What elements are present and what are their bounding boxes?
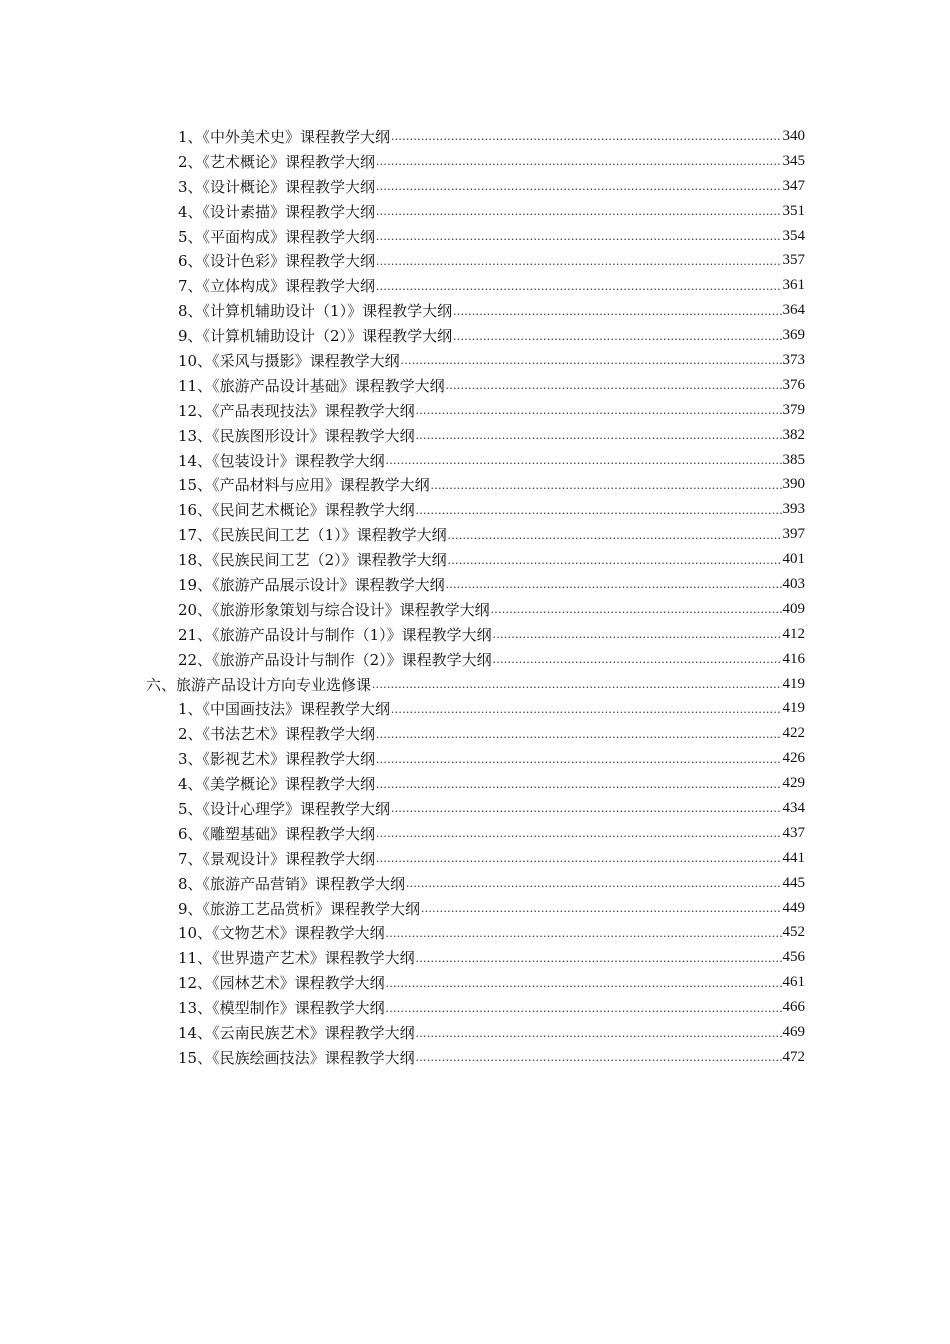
toc-entry-title: 4、《设计素描》课程教学大纲	[178, 202, 376, 221]
dot-leader	[376, 153, 781, 169]
toc-entry-title: 11、《旅游产品设计基础》课程教学大纲	[178, 376, 445, 395]
toc-page-number: 393	[782, 501, 805, 518]
toc-page-number: 472	[782, 1048, 805, 1065]
toc-page-number: 434	[782, 799, 805, 816]
dot-leader	[421, 900, 781, 916]
toc-page-number: 390	[782, 476, 805, 493]
toc-entry[interactable]	[0, 472, 950, 497]
dot-leader	[493, 626, 782, 642]
toc-entry-title: 16、《民间艺术概论》课程教学大纲	[178, 501, 415, 520]
toc-entry-title: 13、《模型制作》课程教学大纲	[178, 999, 385, 1018]
toc-entry[interactable]	[0, 921, 950, 946]
toc-page-number: 357	[782, 252, 805, 269]
toc-entry-title: 12、《产品表现技法》课程教学大纲	[178, 401, 415, 420]
toc-page-number: 429	[782, 775, 805, 792]
dot-leader	[376, 203, 781, 219]
toc-entry[interactable]	[0, 448, 950, 473]
dot-leader	[431, 477, 782, 493]
toc-entry-title: 1、《中国画技法》课程教学大纲	[178, 700, 391, 719]
dot-leader	[376, 751, 781, 767]
toc-entry[interactable]	[0, 846, 950, 871]
toc-page-number: 437	[782, 824, 805, 841]
dot-leader	[416, 1025, 782, 1041]
toc-page-number: 469	[782, 1024, 805, 1040]
toc-entry[interactable]	[0, 248, 950, 273]
dot-leader	[416, 1049, 782, 1065]
toc-page-number: 382	[782, 426, 805, 443]
dot-leader	[386, 1000, 782, 1016]
toc-page-number: 419	[782, 700, 805, 717]
dot-leader	[391, 128, 781, 144]
toc-page-number: 441	[782, 849, 805, 866]
toc-entry[interactable]	[0, 896, 950, 921]
dot-leader	[406, 875, 781, 891]
toc-entry[interactable]	[0, 821, 950, 846]
toc-entry[interactable]	[0, 597, 950, 622]
toc-entry[interactable]	[0, 746, 950, 771]
toc-entry-title: 9、《计算机辅助设计（2）》课程教学大纲	[178, 327, 453, 346]
toc-page-number: 466	[782, 999, 805, 1016]
dot-leader	[376, 825, 781, 841]
toc-entry[interactable]	[0, 572, 950, 597]
toc-entry[interactable]	[0, 174, 950, 199]
toc-entry[interactable]	[0, 348, 950, 373]
dot-leader	[491, 601, 782, 617]
toc-page-number: 347	[782, 177, 805, 194]
toc-entry[interactable]	[0, 721, 950, 746]
toc-entry-title: 14、《云南民族艺术》课程教学大纲	[178, 1024, 415, 1042]
toc-entry-title: 7、《立体构成》课程教学大纲	[178, 277, 376, 296]
toc-entry-title: 19、《旅游产品展示设计》课程教学大纲	[178, 575, 445, 594]
toc-entry[interactable]	[0, 945, 950, 970]
toc-entry-title: 17、《民族民间工艺（1）》课程教学大纲	[178, 526, 447, 545]
dot-leader	[376, 850, 781, 866]
dot-leader	[416, 502, 782, 518]
toc-page-number: 419	[782, 675, 805, 692]
toc-entry[interactable]	[0, 423, 950, 448]
dot-leader	[416, 402, 782, 418]
toc-page-number: 373	[782, 351, 805, 368]
toc-entry-title: 2、《书法艺术》课程教学大纲	[178, 725, 376, 744]
dot-leader	[391, 800, 781, 816]
dot-leader	[453, 303, 781, 319]
toc-section-heading[interactable]	[0, 672, 950, 697]
toc-entry-title: 18、《民族民间工艺（2）》课程教学大纲	[178, 551, 447, 570]
toc-entry-title: 15、《产品材料与应用》课程教学大纲	[178, 476, 430, 495]
toc-page-number: 361	[782, 277, 805, 294]
toc-page-number: 409	[782, 600, 805, 617]
toc-page-number: 376	[782, 376, 805, 393]
toc-entry-title: 8、《旅游产品营销》课程教学大纲	[178, 874, 406, 893]
dot-leader	[493, 651, 782, 667]
table-of-contents	[0, 124, 950, 1070]
toc-page-number: 379	[782, 401, 805, 418]
dot-leader	[372, 676, 781, 692]
toc-entry-title: 22、《旅游产品设计与制作（2）》课程教学大纲	[178, 650, 492, 669]
toc-entry-title: 7、《景观设计》课程教学大纲	[178, 849, 376, 868]
toc-page-number: 385	[782, 451, 805, 468]
toc-entry-title: 6、《设计色彩》课程教学大纲	[178, 252, 376, 271]
toc-entry-title: 1、《中外美术史》课程教学大纲	[178, 127, 391, 146]
toc-page-number: 401	[782, 551, 805, 568]
toc-entry-title: 2、《艺术概论》课程教学大纲	[178, 152, 376, 171]
dot-leader	[386, 975, 782, 991]
toc-entry[interactable]	[0, 522, 950, 547]
toc-entry[interactable]	[0, 796, 950, 821]
toc-entry[interactable]	[0, 647, 950, 672]
toc-entry-title: 3、《设计概论》课程教学大纲	[178, 177, 376, 196]
toc-entry-title: 5、《设计心理学》课程教学大纲	[178, 799, 391, 818]
toc-entry[interactable]	[0, 298, 950, 323]
dot-leader	[376, 278, 781, 294]
toc-page-number: 422	[782, 725, 805, 742]
toc-page-number: 369	[782, 327, 805, 344]
toc-page-number: 416	[782, 650, 805, 667]
toc-page-number: 340	[782, 127, 805, 144]
dot-leader	[448, 552, 782, 568]
toc-entry-title: 6、《雕塑基础》课程教学大纲	[178, 824, 376, 843]
toc-entry[interactable]	[0, 871, 950, 896]
dot-leader	[376, 726, 781, 742]
toc-page-number: 364	[782, 302, 805, 319]
toc-entry[interactable]	[0, 547, 950, 572]
toc-page-number: 403	[782, 575, 805, 592]
toc-page-number: 426	[782, 750, 805, 767]
toc-page-number: 412	[782, 625, 805, 642]
dot-leader	[376, 253, 781, 269]
dot-leader	[448, 527, 782, 543]
toc-entry[interactable]	[0, 622, 950, 647]
toc-entry[interactable]	[0, 323, 950, 348]
toc-entry[interactable]	[0, 497, 950, 522]
toc-entry-title: 20、《旅游形象策划与综合设计》课程教学大纲	[178, 600, 490, 619]
toc-entry-title: 3、《影视艺术》课程教学大纲	[178, 750, 376, 769]
toc-entry[interactable]	[0, 398, 950, 423]
dot-leader	[391, 701, 781, 717]
toc-entry[interactable]	[0, 995, 950, 1020]
dot-leader	[376, 178, 781, 194]
toc-entry-title: 8、《计算机辅助设计（1）》课程教学大纲	[178, 302, 453, 321]
toc-entry[interactable]	[0, 124, 950, 149]
toc-entry[interactable]	[0, 771, 950, 796]
toc-page-number: 456	[782, 949, 805, 966]
toc-entry-title: 14、《包装设计》课程教学大纲	[178, 451, 385, 470]
toc-page-number: 461	[782, 974, 805, 991]
dot-leader	[386, 925, 782, 941]
toc-entry[interactable]	[0, 970, 950, 995]
toc-entry-title: 15、《民族绘画技法》课程教学大纲	[178, 1048, 415, 1067]
toc-entry-title: 21、《旅游产品设计与制作（1）》课程教学大纲	[178, 625, 492, 644]
toc-entry[interactable]	[0, 149, 950, 174]
dot-leader	[386, 452, 782, 468]
toc-page-number: 449	[782, 899, 805, 916]
toc-page-number: 452	[782, 924, 805, 941]
toc-entry[interactable]	[0, 373, 950, 398]
toc-entry-title: 10、《采风与摄影》课程教学大纲	[178, 351, 400, 370]
toc-entry-title: 10、《文物艺术》课程教学大纲	[178, 924, 385, 943]
toc-entry-title: 13、《民族图形设计》课程教学大纲	[178, 426, 415, 445]
toc-entry[interactable]	[0, 1020, 950, 1045]
toc-page-number: 397	[782, 526, 805, 543]
dot-leader	[376, 228, 781, 244]
dot-leader	[401, 352, 782, 368]
toc-entry[interactable]	[0, 273, 950, 298]
dot-leader	[416, 427, 782, 443]
toc-page-number: 351	[782, 202, 805, 219]
toc-entry[interactable]	[0, 199, 950, 224]
dot-leader	[446, 576, 782, 592]
toc-page-number: 345	[782, 152, 805, 169]
toc-entry-title: 12、《园林艺术》课程教学大纲	[178, 974, 385, 993]
toc-entry-title: 11、《世界遗产艺术》课程教学大纲	[178, 949, 415, 968]
toc-entry-title: 5、《平面构成》课程教学大纲	[178, 227, 376, 246]
dot-leader	[416, 950, 782, 966]
toc-entry-title: 4、《美学概论》课程教学大纲	[178, 775, 376, 794]
dot-leader	[376, 776, 781, 792]
toc-entry[interactable]	[0, 1045, 950, 1070]
toc-entry[interactable]	[0, 696, 950, 721]
dot-leader	[446, 377, 782, 393]
dot-leader	[453, 328, 781, 344]
toc-entry-title: 六、旅游产品设计方向专业选修课	[146, 675, 372, 694]
toc-entry[interactable]	[0, 224, 950, 249]
toc-page-number: 445	[782, 874, 805, 891]
toc-entry-title: 9、《旅游工艺品赏析》课程教学大纲	[178, 899, 421, 918]
toc-page-number: 354	[782, 227, 805, 244]
